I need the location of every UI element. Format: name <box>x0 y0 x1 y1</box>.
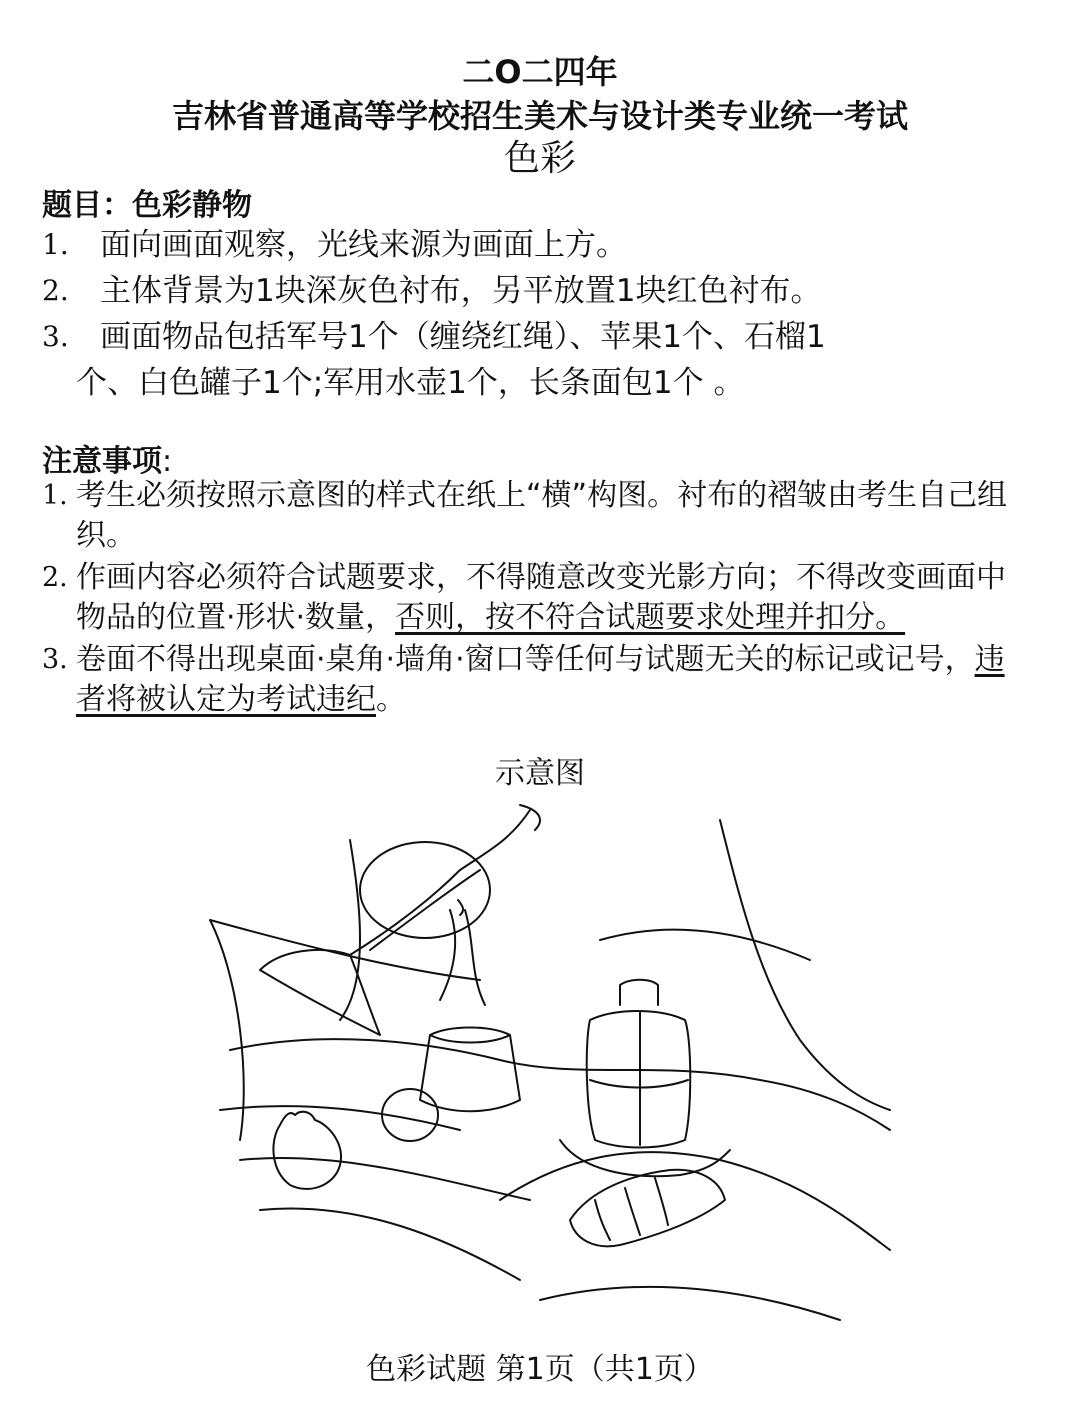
notes-title <box>42 436 1032 480</box>
red-cord <box>440 900 485 1005</box>
item-text: 画面物品包括军号1个（缠绕红绳）、苹果1个、石榴1 <box>100 319 826 355</box>
item-text: 面向画面观察，光线来源为画面上方。 <box>100 227 627 263</box>
topic-title: 题目：色彩静物 <box>42 188 252 223</box>
item-number: 3. <box>42 320 69 353</box>
notes-title-colon: : <box>162 444 173 479</box>
note-tail: 。 <box>376 682 406 717</box>
topic-item-2 <box>42 268 1032 314</box>
background-drape <box>210 820 890 1140</box>
note-text: 作画内容必须符合试题要求，不得随意改变光影方向；不得改变画面中物品的位置·形状·数量， <box>76 560 1006 635</box>
pomegranate <box>273 1112 341 1189</box>
canteen <box>587 980 691 1148</box>
note-item-2 <box>42 558 1032 638</box>
topic-item-3 <box>42 314 1032 360</box>
item-number: 2. <box>42 274 69 307</box>
note-number: 1. <box>42 480 68 511</box>
canteen-drape <box>560 1140 730 1176</box>
note-number: 2. <box>42 562 68 593</box>
exam-header <box>0 52 1080 180</box>
diagram-caption: 示意图 <box>495 756 585 791</box>
note-item-1 <box>42 476 1032 556</box>
bugle-loop <box>360 842 490 938</box>
note-underlined-warning: 违者将被认定为考试违纪 <box>76 642 1005 717</box>
topic-item-3-continuation: 个、白色罐子1个;军用水壶1个，长条面包1个 。 <box>76 365 745 401</box>
exam-subject: 色彩 <box>503 138 576 179</box>
exam-name: 吉林省普通高等学校招生美术与设计类专业统一考试 <box>171 97 908 135</box>
table-drape <box>220 1039 890 1320</box>
note-text: 考生必须按照示意图的样式在纸上“横”构图。衬布的褶皱由考生自己组织。 <box>76 478 1008 553</box>
white-jar <box>420 1028 520 1112</box>
notes-list <box>42 476 1032 722</box>
still-life-sketch <box>200 780 900 1340</box>
item-number: 1. <box>42 228 69 261</box>
note-number: 3. <box>42 644 68 675</box>
note-underlined-warning: 否则，按不符合试题要求处理并扣分。 <box>395 600 906 635</box>
bugle <box>260 805 540 1035</box>
item-text: 主体背景为1块深灰色衬布，另平放置1块红色衬布。 <box>100 273 822 309</box>
exam-year: 二O二四年 <box>462 53 618 91</box>
topic-items <box>42 222 1032 406</box>
notes-title-text: 注意事项 <box>42 444 162 479</box>
note-text: 卷面不得出现桌面·桌角·墙角·窗口等任何与试题无关的标记或记号， <box>76 642 975 677</box>
page-footer: 色彩试题 第1页（共1页） <box>366 1352 714 1387</box>
note-item-3 <box>42 640 1032 720</box>
bread <box>570 1170 725 1246</box>
topic-item-1 <box>42 222 1032 268</box>
